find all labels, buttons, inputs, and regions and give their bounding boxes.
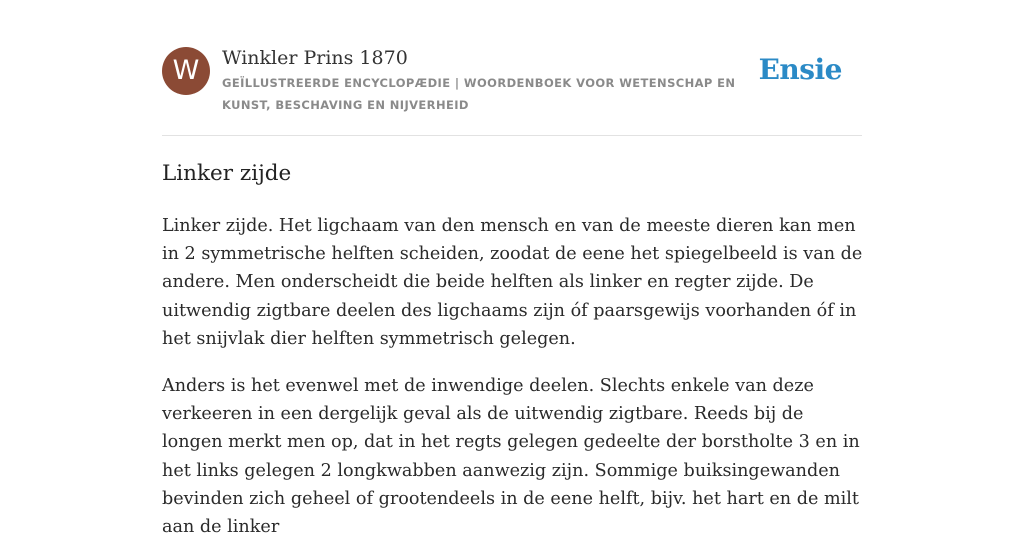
source-subtitle: GEÏLLUSTREERDE ENCYCLOPÆDIE | WOORDENBOEK VOOR WETENSCHAP EN KUNST, BESCHAVING EN NIJVERHEID [222,76,736,112]
article-paragraph: Linker zijde. Het ligchaam van den mensch en van de meeste dieren kan men in 2 symmetrische helften scheiden, zoodat de eene het spiegelbeeld is van de andere. Men onderscheidt die beide helften als linker en regter zijde. De uitwendig zigtbare deelen des ligchaams zijn óf paarsgewijs voorhanden óf in het snijvlak dier helften symmetrisch gelegen. [162,216,863,349]
source-header [162,44,862,136]
article-body [162,212,867,560]
ensie-logo[interactable]: Ensie [758,53,842,86]
source-avatar[interactable]: W [162,47,210,95]
source-title-link[interactable]: Winkler Prins 1870 [222,47,408,69]
article-paragraph: Anders is het evenwel met de inwendige deelen. Slechts enkele van deze verkeeren in een dergelijk geval als de uitwendig zigtbare. Reeds bij de longen merkt men op, dat in het regts gelegen gedeelte der borstholte 3 en in het links gelegen 2 longkwabben aanwezig zijn. Sommige buiksingewanden bevinden zich geheel of grootendeels in de eene helft, bijv. het hart en de milt aan de linker [162,376,860,538]
article-title: Linker zijde [162,161,292,186]
